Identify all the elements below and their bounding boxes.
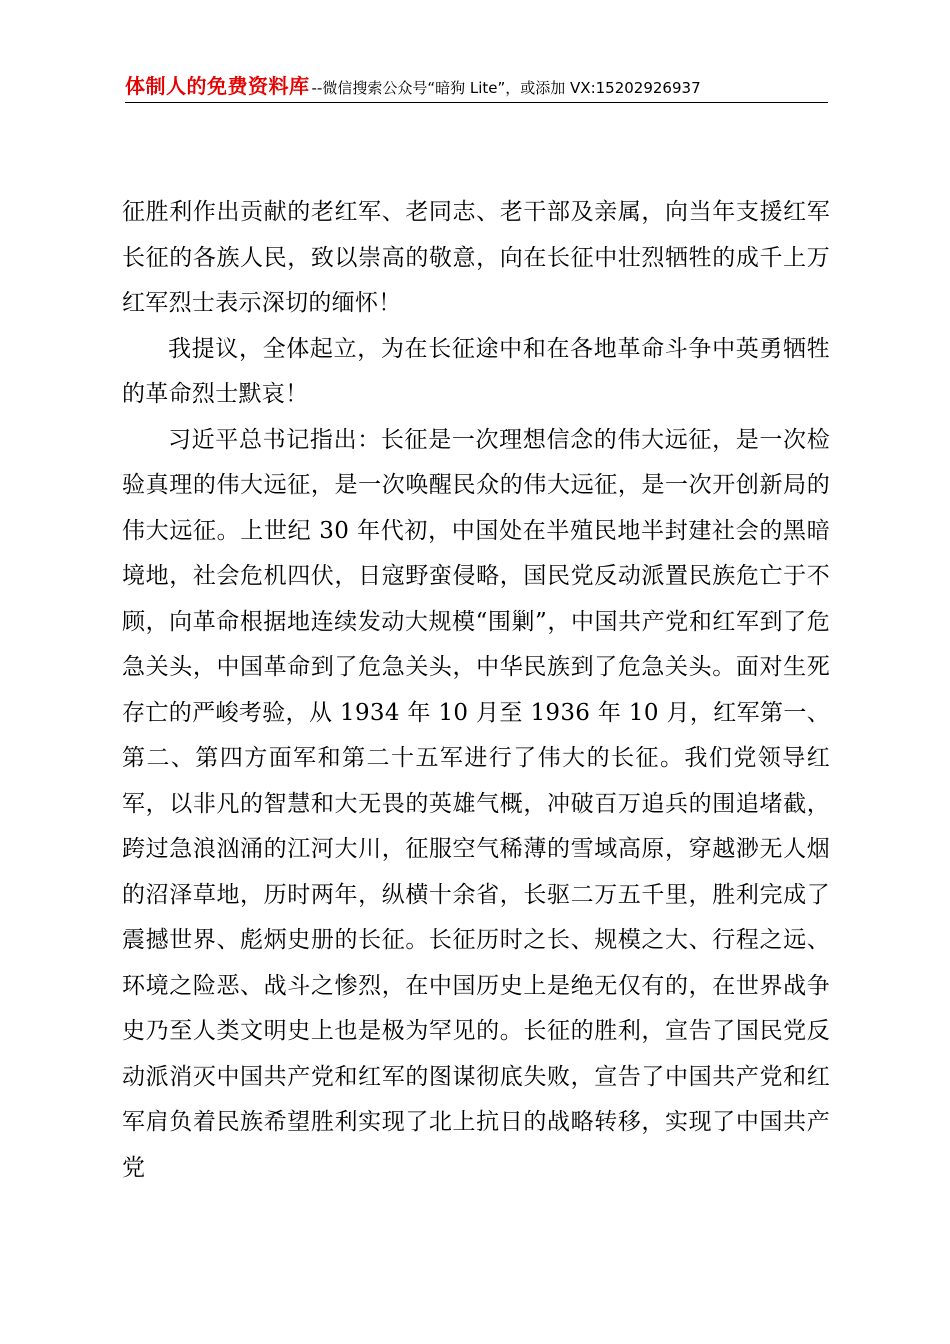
document-body bbox=[122, 190, 830, 1191]
page-header bbox=[125, 74, 828, 103]
header-contact-info: --微信搜索公众号“暗狗 Lite”，或添加 VX:15202926937 bbox=[311, 79, 701, 97]
header-brand: 体制人的免费资料库 bbox=[125, 74, 310, 98]
paragraph-1: 征胜利作出贡献的老红军、老同志、老干部及亲属，向当年支援红军长征的各族人民，致以崇高的敬意，向在长征中壮烈牺牲的成千上万红军烈士表示深切的缅怀！ bbox=[122, 199, 830, 316]
paragraph-3: 习近平总书记指出：长征是一次理想信念的伟大远征，是一次检验真理的伟大远征，是一次唤醒民众的伟大远征，是一次开创新局的伟大远征。上世纪 30 年代初，中国处在半殖民地半封建社会的黑暗境地，社会危机四伏，日寇野蛮侵略，国民党反动派置民族危亡于不顾，向革命根据地连续发动大规模“围剿”，中国共产党和红军到了危急关头，中国革命到了危急关头，中华民族到了危急关头。面对生死存亡的严峻考验，从 1934 年 10 月至 1936 年 10 月，红军第一、第二、第四方面军和第二十五军进行了伟大的长征。我们党领导红军，以非凡的智慧和大无畏的英雄气概，冲破百万追兵的围追堵截，跨过急浪汹涌的江河大川，征服空气稀薄的雪域高原，穿越渺无人烟的沼泽草地，历时两年，纵横十余省，长驱二万五千里，胜利完成了震撼世界、彪炳史册的长征。长征历时之长、规模之大、行程之远、环境之险恶、战斗之惨烈，在中国历史上是绝无仅有的，在世界战争史乃至人类文明史上也是极为罕见的。长征的胜利，宣告了国民党反动派消灭中国共产党和红军的图谋彻底失败，宣告了中国共产党和红军肩负着民族希望胜利实现了北上抗日的战略转移，实现了中国共产党 bbox=[122, 426, 830, 1181]
paragraph-2: 我提议，全体起立，为在长征途中和在各地革命斗争中英勇牺牲的革命烈士默哀！ bbox=[122, 335, 830, 407]
